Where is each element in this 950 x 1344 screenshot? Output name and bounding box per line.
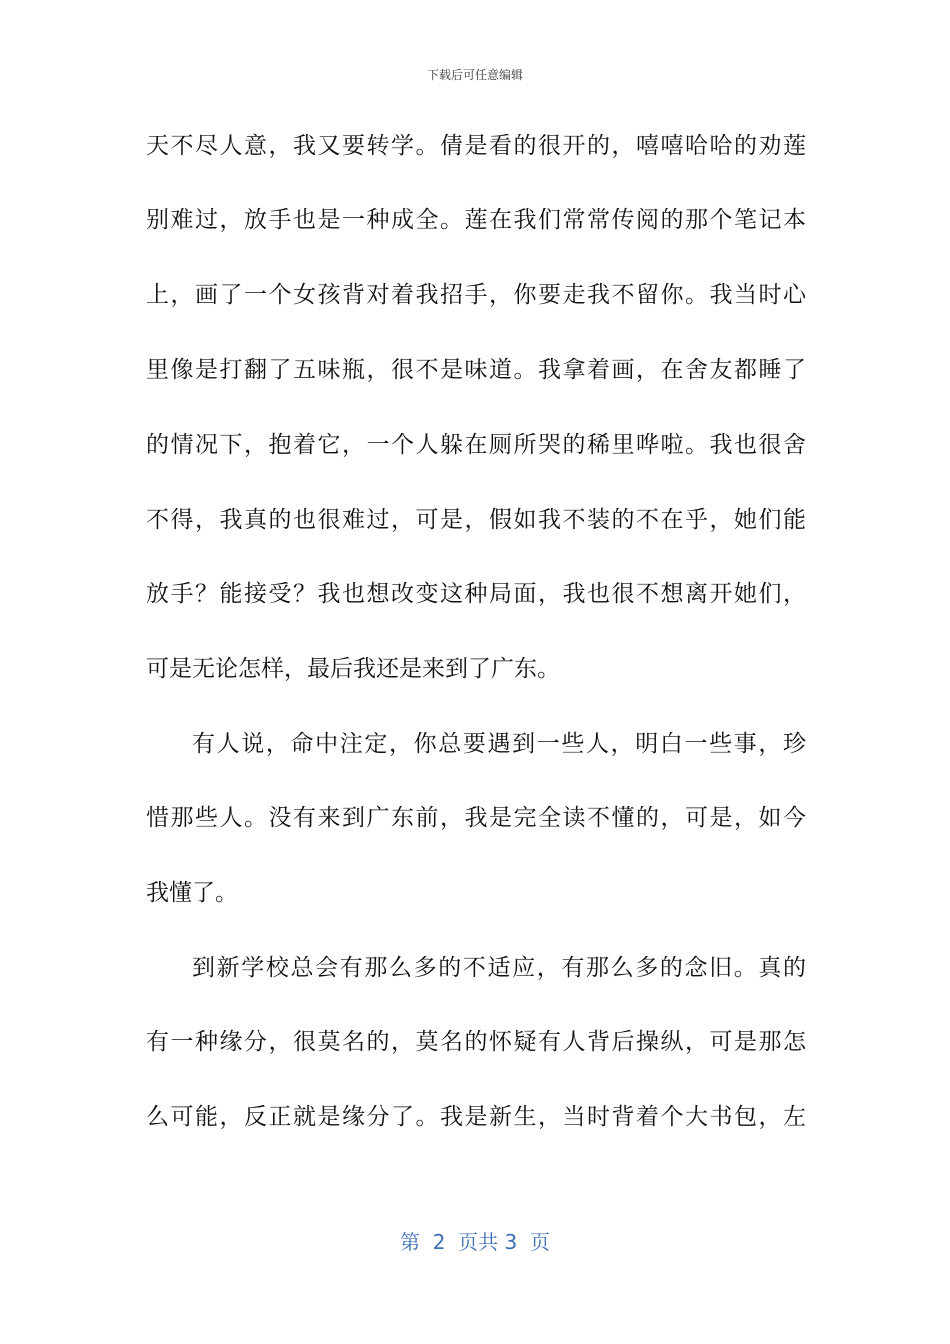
text-line: 到新学校总会有那么多的不适应，有那么多的念旧。真的 <box>192 955 806 981</box>
text-line: 别难过，放手也是一种成全。莲在我们常常传阅的那个笔记本 <box>146 207 806 233</box>
text-line: 么可能，反正就是缘分了。我是新生，当时背着个大书包，左 <box>146 1104 806 1130</box>
text-line: 有一种缘分，很莫名的，莫名的怀疑有人背后操纵，可是那怎 <box>146 1029 806 1055</box>
header-note: 下载后可任意编辑 <box>426 68 523 82</box>
text-line: 放手？能接受？我也想改变这种局面，我也很不想离开她们， <box>146 581 806 607</box>
text-line: 的情况下，抱着它，一个人躲在厕所哭的稀里哗啦。我也很舍 <box>146 432 806 458</box>
text-line: 我懂了。 <box>146 880 238 906</box>
text-line: 不得，我真的也很难过，可是，假如我不装的不在乎，她们能 <box>146 507 806 533</box>
text-line: 天不尽人意，我又要转学。倩是看的很开的，嘻嘻哈哈的劝莲 <box>146 133 806 159</box>
page-number-footer: 第 2 页共 3 页 <box>400 1230 550 1254</box>
text-line: 可是无论怎样，最后我还是来到了广东。 <box>146 656 560 682</box>
text-line: 惜那些人。没有来到广东前，我是完全读不懂的，可是，如今 <box>146 805 806 831</box>
text-line: 里像是打翻了五味瓶，很不是味道。我拿着画，在舍友都睡了 <box>146 357 806 383</box>
text-line: 有人说，命中注定，你总要遇到一些人，明白一些事，珍 <box>192 731 806 757</box>
text-line: 上，画了一个女孩背对着我招手，你要走我不留你。我当时心 <box>146 282 806 308</box>
